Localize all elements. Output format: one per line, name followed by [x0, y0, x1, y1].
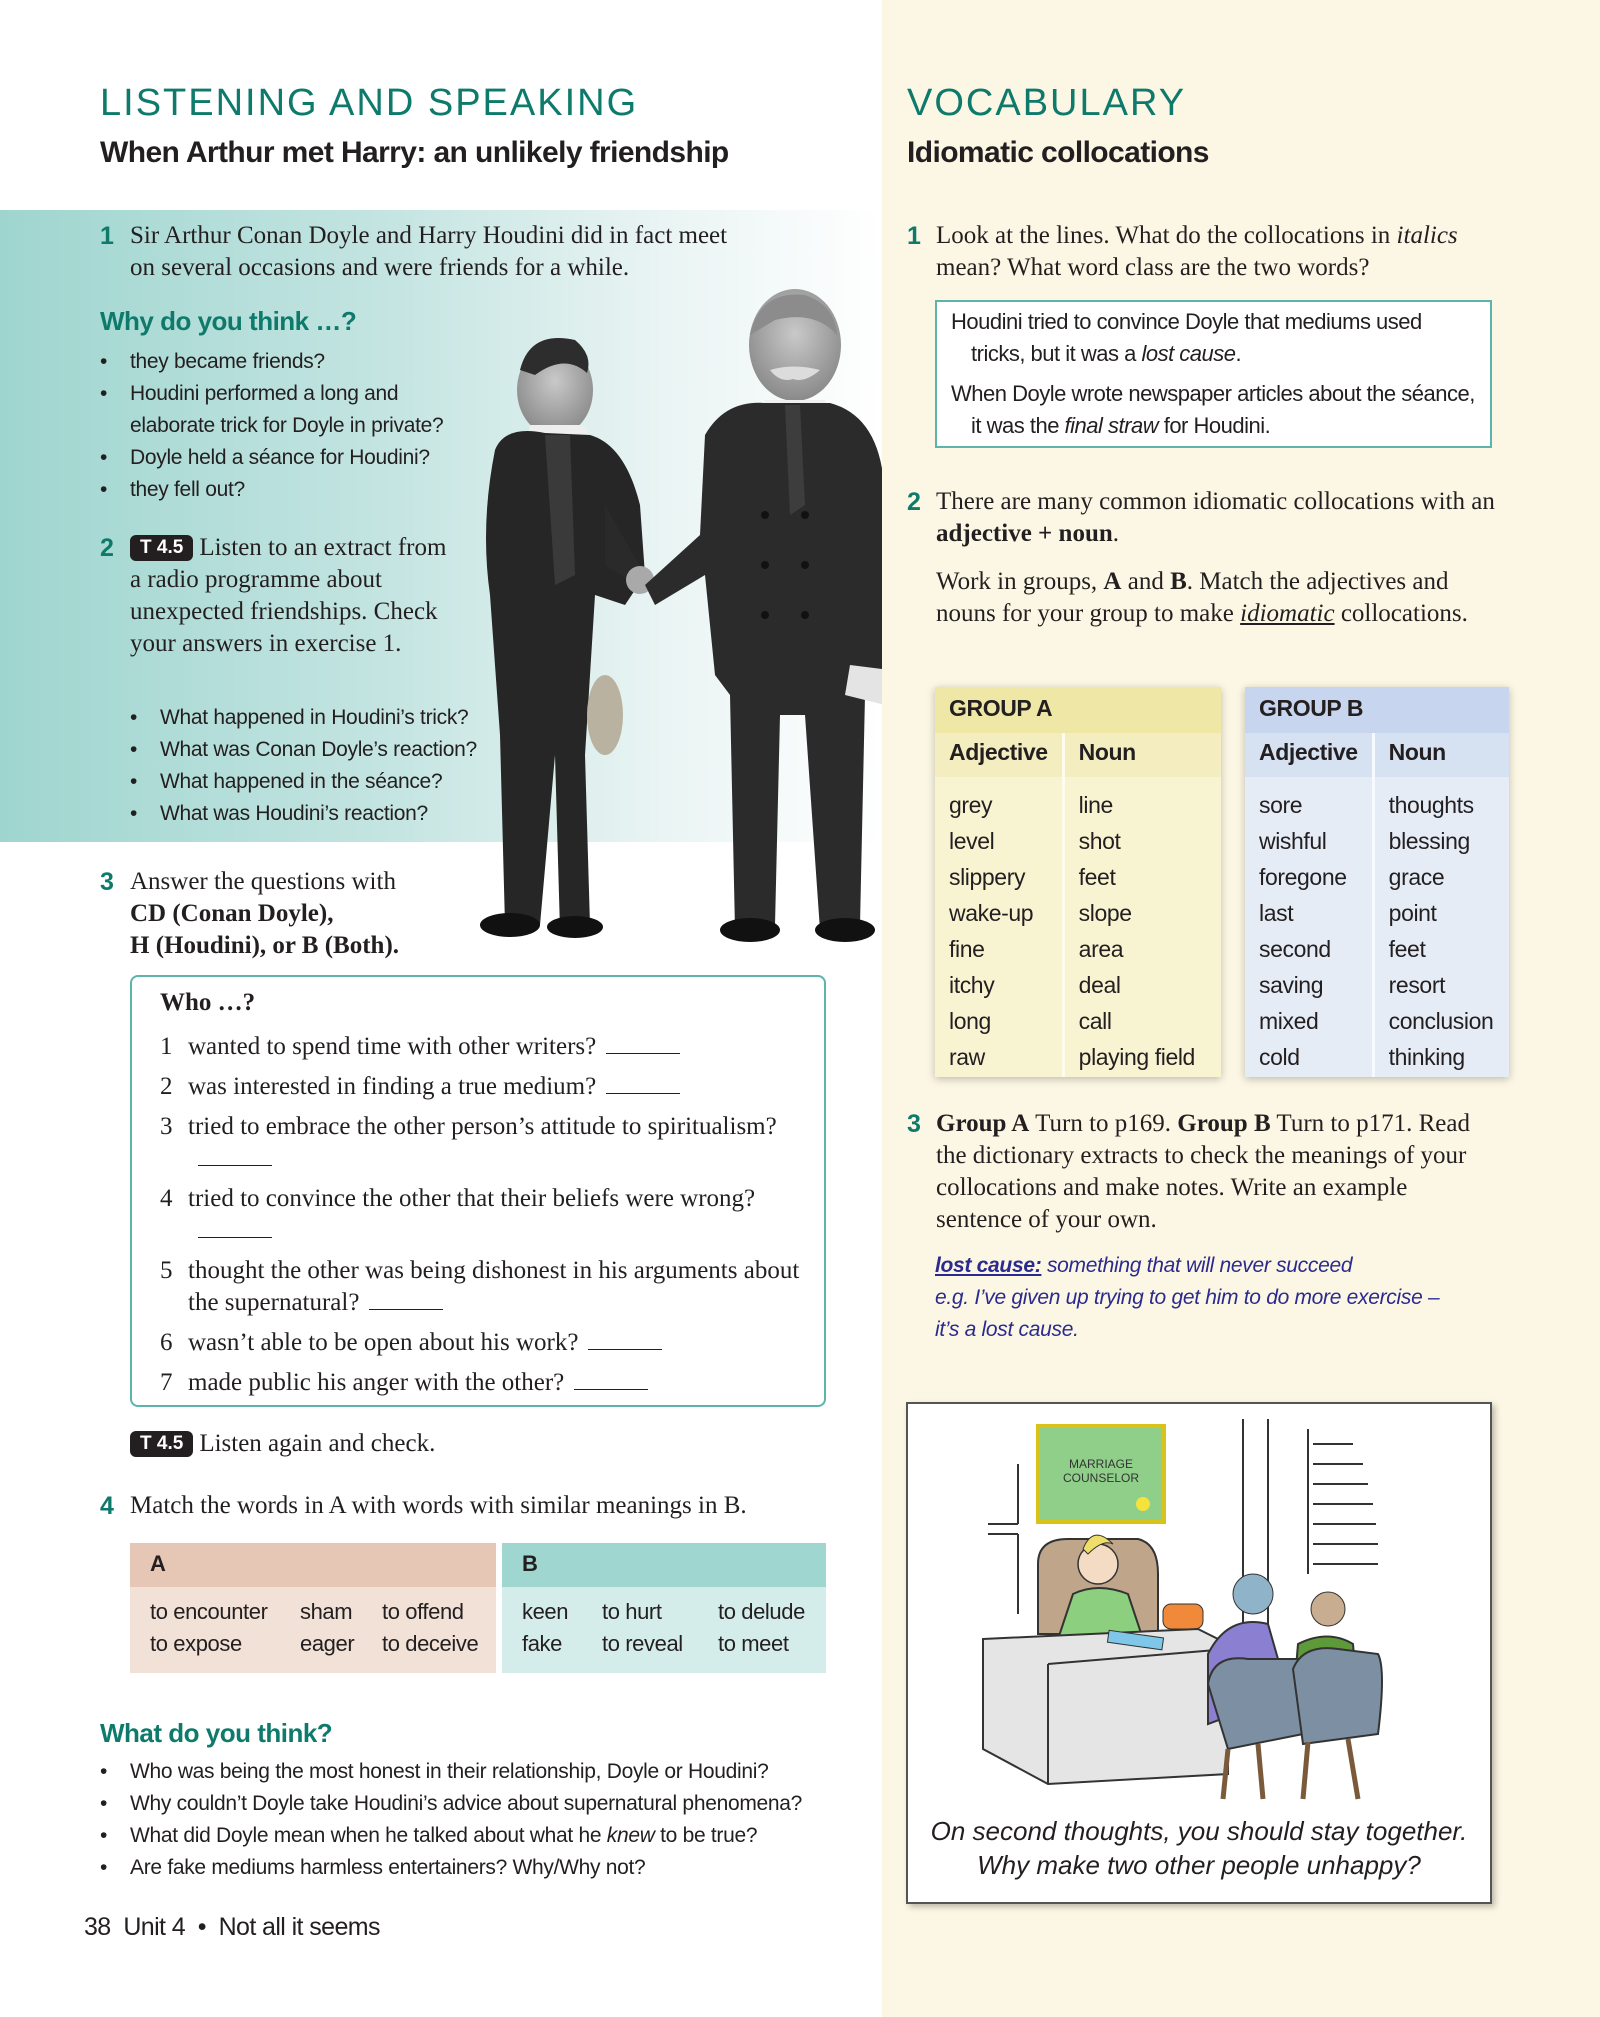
- who-question-list: [160, 1031, 800, 1407]
- noun-cell: thinking: [1388, 1044, 1465, 1070]
- who-questions-box: [130, 975, 826, 1407]
- question-text: was interested in finding a true medium?: [188, 1073, 597, 1100]
- word-cell: to deceive: [382, 1631, 479, 1656]
- who-question: [160, 1183, 800, 1247]
- question-text: made public his anger with the other?: [188, 1369, 565, 1396]
- list-item: • Why couldn’t Doyle take Houdini’s advice about supernatural phenomena?: [100, 1788, 860, 1820]
- question-number: 6: [160, 1329, 173, 1356]
- example-sentences-box: [935, 300, 1492, 448]
- answer-blank[interactable]: [606, 1036, 680, 1054]
- adjective-cell: last: [1259, 900, 1294, 926]
- page-footer: [84, 1913, 380, 1942]
- exercise-2-questions: [130, 702, 510, 830]
- adjective-cell: itchy: [949, 972, 995, 998]
- adjective-cell: wishful: [1259, 828, 1327, 854]
- word-table-a: [130, 1543, 496, 1673]
- word-cell: to delude: [718, 1599, 805, 1624]
- section-title-vocabulary: VOCABULARY: [907, 82, 1187, 124]
- column-body: [935, 777, 1062, 1085]
- vocab-exercise-1-text: Look at the lines. What do the collocations in italics mean? What word class are the two words?: [936, 222, 1458, 281]
- sentence-text: .: [1235, 341, 1242, 366]
- vocab-exercise-3-text: Group A Turn to p169. Group B Turn to p171. Read the dictionary extracts to check the meanings of your collocations and make notes. Write an example sentence of your own.: [936, 1110, 1470, 1233]
- ex2-bold: adjective + noun: [936, 520, 1113, 547]
- note-term: lost cause:: [935, 1254, 1042, 1277]
- noun-cell: grace: [1388, 864, 1445, 890]
- question-number: 1: [160, 1033, 173, 1060]
- group-b-columns: [1245, 733, 1509, 1077]
- caption-line-2: Why make two other people unhappy?: [977, 1850, 1421, 1880]
- noun-cell: shot: [1078, 828, 1121, 854]
- column-header: Noun: [1065, 733, 1221, 777]
- adjective-cell: grey: [949, 792, 993, 818]
- answer-blank[interactable]: [606, 1076, 680, 1094]
- noun-cell: thoughts: [1388, 792, 1474, 818]
- adjective-cell: wake-up: [949, 900, 1034, 926]
- list-item: • What happened in Houdini’s trick?: [130, 702, 510, 734]
- word-cell: to hurt: [602, 1599, 662, 1624]
- cartoon-caption: [908, 1814, 1490, 1882]
- certificate-text-line-2: COUNSELOR: [1062, 1471, 1140, 1485]
- answer-blank[interactable]: [588, 1332, 662, 1350]
- adjective-cell: long: [949, 1008, 991, 1034]
- column-body: [1245, 777, 1372, 1085]
- exercise-number-3: 3: [100, 868, 114, 896]
- noun-cell: point: [1388, 900, 1437, 926]
- list-item: • What was Conan Doyle’s reaction?: [130, 734, 510, 766]
- list-item: • Are fake mediums harmless entertainers? Why/Why not?: [100, 1852, 860, 1884]
- collocation-lost-cause: lost cause: [1141, 341, 1236, 366]
- exercise-1-line-1: Sir Arthur Conan Doyle and Harry Houdini did in fact meet: [130, 222, 728, 249]
- section-subtitle-vocabulary: Idiomatic collocations: [907, 136, 1209, 169]
- audio-track-badge[interactable]: T 4.5: [130, 1431, 193, 1457]
- answer-blank[interactable]: [574, 1372, 648, 1390]
- vocab-exercise-number-3: 3: [907, 1110, 921, 1138]
- table-b-header: B: [502, 1543, 826, 1587]
- vocab-exercise-number-2: 2: [907, 488, 921, 516]
- column-body: [1065, 777, 1221, 1085]
- adjective-cell: raw: [949, 1044, 985, 1070]
- page-number: 38: [84, 1913, 111, 1941]
- exercise-number-4: 4: [100, 1492, 114, 1520]
- exercise-3-line-2: CD (Conan Doyle),: [130, 900, 334, 927]
- sentence-text: for Houdini.: [1158, 413, 1271, 438]
- table-b-body: [502, 1587, 826, 1673]
- section-title-listening: LISTENING AND SPEAKING: [100, 82, 639, 124]
- list-item: • Who was being the most honest in their relationship, Doyle or Houdini?: [100, 1756, 860, 1788]
- exercise-number-2: 2: [100, 534, 114, 562]
- footer-separator: •: [197, 1913, 206, 1941]
- who-question: [160, 1111, 800, 1175]
- group-b-title: GROUP B: [1245, 687, 1509, 733]
- word-cell: sham: [300, 1599, 353, 1624]
- adjective-cell: slippery: [949, 864, 1026, 890]
- note-definition-line: [935, 1250, 1439, 1282]
- group-b-adjective-column: [1245, 733, 1375, 1077]
- example-sentence: [951, 306, 1476, 370]
- listen-again-line: [130, 1428, 435, 1460]
- unit-title: Not all it seems: [218, 1913, 380, 1941]
- ex2-text: There are many common idiomatic collocations with an: [936, 488, 1495, 515]
- list-item: • they became friends?: [100, 346, 480, 378]
- section-subtitle-listening: When Arthur met Harry: an unlikely friendship: [100, 136, 729, 169]
- group-a-noun-column: [1065, 733, 1221, 1077]
- why-do-you-think-heading: Why do you think …?: [100, 306, 357, 336]
- adjective-cell: saving: [1259, 972, 1324, 998]
- sentence-text: When Doyle wrote newspaper articles about the séance, it was the: [951, 381, 1475, 438]
- handwritten-example-note: [935, 1250, 1439, 1346]
- example-sentence: [951, 378, 1476, 442]
- noun-cell: resort: [1388, 972, 1446, 998]
- noun-cell: call: [1078, 1008, 1112, 1034]
- adjective-cell: cold: [1259, 1044, 1300, 1070]
- collocation-final-straw: final straw: [1064, 413, 1159, 438]
- noun-cell: deal: [1078, 972, 1121, 998]
- vocab-exercise-2-text: [936, 486, 1496, 550]
- column-header: Adjective: [1245, 733, 1372, 777]
- word-table-b: [502, 1543, 826, 1673]
- list-item: • What was Houdini’s reaction?: [130, 798, 510, 830]
- answer-blank[interactable]: [198, 1148, 272, 1166]
- question-number: 5: [160, 1257, 173, 1284]
- group-a-title: GROUP A: [935, 687, 1221, 733]
- exercise-number-1: 1: [100, 222, 114, 250]
- who-question: [160, 1367, 800, 1399]
- adjective-cell: level: [949, 828, 995, 854]
- question-text: tried to embrace the other person’s attitude to spiritualism?: [188, 1113, 777, 1140]
- noun-cell: feet: [1078, 864, 1116, 890]
- word-cell: to reveal: [602, 1631, 683, 1656]
- who-question: [160, 1327, 800, 1359]
- word-cell: fake: [522, 1631, 562, 1656]
- audio-track-badge[interactable]: T 4.5: [130, 535, 193, 561]
- table-a-body: [130, 1587, 496, 1673]
- note-example-line-2: it’s a lost cause.: [935, 1318, 1079, 1341]
- question-number: 3: [160, 1113, 173, 1140]
- certificate-text-line-1: MARRIAGE: [1068, 1457, 1134, 1471]
- question-text: thought the other was being dishonest in his arguments about the supernatural?: [188, 1257, 800, 1316]
- question-text: tried to convince the other that their beliefs were wrong?: [188, 1185, 756, 1212]
- question-number: 2: [160, 1073, 173, 1100]
- question-number: 4: [160, 1185, 173, 1212]
- ex2-text-end: .: [1112, 520, 1119, 547]
- list-item: • What did Doyle mean when he talked about what he knew to be true?: [100, 1820, 860, 1852]
- unit-label: Unit 4: [123, 1913, 186, 1941]
- note-example-line-1: e.g. I’ve given up trying to get him to do more exercise –: [935, 1286, 1440, 1309]
- exercise-4-instruction: Match the words in A with words with similar meanings in B.: [130, 1492, 747, 1519]
- caption-line-1: On second thoughts, you should stay together.: [930, 1816, 1468, 1846]
- what-do-you-think-list: [100, 1756, 860, 1884]
- exercise-3-instruction: [130, 866, 470, 962]
- group-b-table: [1245, 687, 1509, 1077]
- why-do-you-think-list: [100, 346, 480, 506]
- word-cell: to expose: [150, 1631, 242, 1656]
- what-do-you-think-heading: What do you think?: [100, 1718, 333, 1748]
- adjective-cell: fine: [949, 936, 985, 962]
- note-definition: something that will never succeed: [1041, 1254, 1353, 1277]
- who-question: [160, 1255, 800, 1319]
- group-a-columns: [935, 733, 1221, 1077]
- who-question: [160, 1031, 800, 1063]
- noun-cell: slope: [1078, 900, 1132, 926]
- adjective-cell: second: [1259, 936, 1331, 962]
- exercise-3-line-1: Answer the questions with: [130, 868, 396, 895]
- exercise-1-line-2: on several occasions and were friends for a while.: [130, 254, 630, 281]
- group-a-table: [935, 687, 1221, 1077]
- list-item: • they fell out?: [100, 474, 480, 506]
- column-header: Adjective: [935, 733, 1062, 777]
- list-item: • Doyle held a séance for Houdini?: [100, 442, 480, 474]
- word-cell: to meet: [718, 1631, 789, 1656]
- who-question: [160, 1071, 800, 1103]
- group-a-adjective-column: [935, 733, 1065, 1077]
- noun-cell: playing field: [1078, 1044, 1195, 1070]
- houdini-doyle-photo: [475, 275, 895, 955]
- noun-cell: conclusion: [1388, 1008, 1494, 1034]
- column-header: Noun: [1375, 733, 1509, 777]
- column-body: [1375, 777, 1509, 1085]
- answer-blank[interactable]: [369, 1292, 443, 1310]
- adjective-cell: foregone: [1259, 864, 1347, 890]
- two-men-shaking-hands-image: [475, 275, 895, 955]
- question-text: wanted to spend time with other writers?: [188, 1033, 597, 1060]
- exercise-2-instruction: Listen to an extract from a radio programme about unexpected friendships. Check your answers in exercise 1.: [130, 534, 447, 657]
- table-a-header: A: [130, 1543, 496, 1587]
- who-title: Who …?: [160, 989, 256, 1016]
- listen-again-text: Listen again and check.: [199, 1430, 436, 1457]
- exercise-2-text: [130, 532, 460, 660]
- exercise-3-line-3: H (Houdini), or B (Both).: [130, 932, 400, 959]
- noun-cell: area: [1078, 936, 1124, 962]
- list-item: • What happened in the séance?: [130, 766, 510, 798]
- word-cell: eager: [300, 1631, 355, 1656]
- answer-blank[interactable]: [198, 1220, 272, 1238]
- cartoon-illustration: [908, 1404, 1490, 1804]
- question-text: wasn’t able to be open about his work?: [188, 1329, 579, 1356]
- vocab-exercise-2-para2: Work in groups, A and B. Match the adjectives and nouns for your group to make idiomatic collocations.: [936, 568, 1468, 627]
- list-item: • Houdini performed a long and elaborate trick for Doyle in private?: [100, 378, 480, 442]
- group-b-noun-column: [1375, 733, 1509, 1077]
- adjective-cell: mixed: [1259, 1008, 1319, 1034]
- noun-cell: feet: [1388, 936, 1426, 962]
- sentence-text: Houdini tried to convince Doyle that mediums used tricks, but it was a: [951, 309, 1422, 366]
- noun-cell: line: [1078, 792, 1113, 818]
- word-cell: keen: [522, 1599, 569, 1624]
- adjective-cell: sore: [1259, 792, 1303, 818]
- marriage-counselor-cartoon: [906, 1402, 1492, 1904]
- question-number: 7: [160, 1369, 173, 1396]
- word-cell: to encounter: [150, 1599, 268, 1624]
- noun-cell: blessing: [1388, 828, 1470, 854]
- vocab-exercise-number-1: 1: [907, 222, 921, 250]
- word-cell: to offend: [382, 1599, 464, 1624]
